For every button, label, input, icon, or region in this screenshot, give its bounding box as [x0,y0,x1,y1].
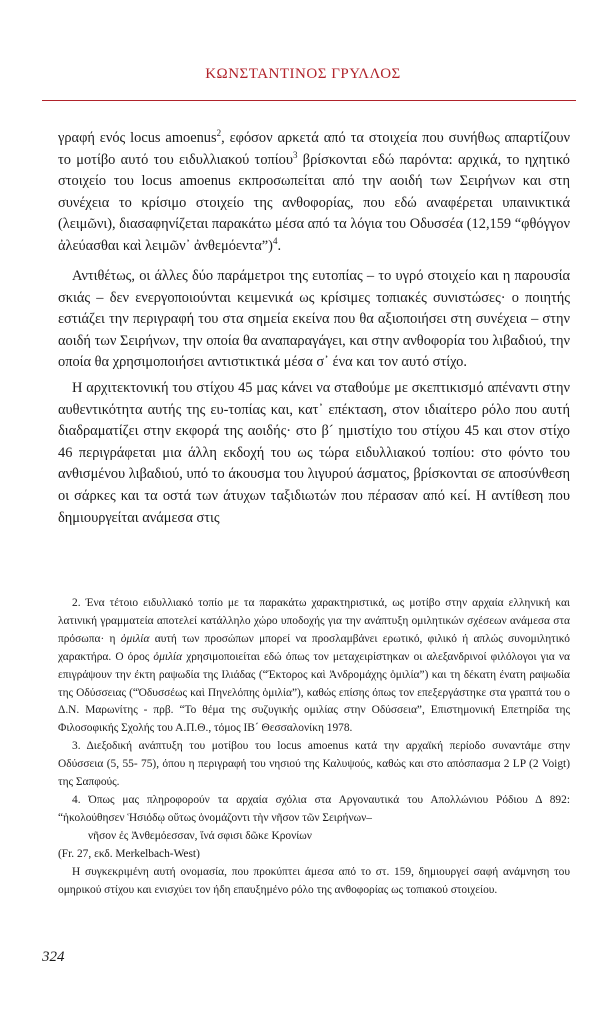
footnote-ref-3: 3 [293,149,298,160]
footnote-4: 4. Όπως μας πληροφορούν τα αρχαία σχόλια στα Αργοναυτικά του Απολλώνιου Ρόδιου Δ 892: “ἠκολούθησεν Ἡσιόδῳ οὕτως ὀνομάζοντι τὴν νῆσον τῶν Σειρήνων– [58,793,570,824]
body-paragraph-3 [58,378,570,529]
para1-text-b: , εφόσον αρκετά από τα στοιχεία που συνήθως απαρτίζουν το μοτίβο αυτό του ειδυλλιακού τοπίου [58,130,570,168]
footnote-4-conclusion: Η συγκεκριμένη αυτή ονομασία, που προκύπτει άμεσα από το στ. 159, δημιουργεί σαφή ανάμνηση του ομηρικού στίχου και ενισχύει τον ήδη επαυξημένο ρόλο της ανθοφορίας ως τοπιακού στοιχείου. [58,865,570,896]
footnote-2 [58,595,570,738]
para3-text: Η αρχιτεκτονική του στίχου 45 μας κάνει να σταθούμε με σκεπτικισμό απέναντι στην αυθεντικότητα αυτής της ευ-τοπίας και, κατ᾽ επέκταση, στον ιδιαίτερο ρόλο που αυτή διαδραματίζει στην εκφορά της αοιδής· στο β´ ημιστίχιο του στίχου 45 και στον στίχο 46 περιγράφεται μια άλλη εκδοχή του ως τώρα ειδυλλιακού τοπίου: στο φόντο του ανθισμένου λιβαδιού, υπό το άκουσμα του λιγυρού άσματος, βρίσκονται σε αποσύνθεση οι σάρκες και τα οστά των άτυχων ταξιδιωτών που πέρασαν από κεί. Η αντίθεση που δημιουργείται ανάμεσα στις [58,380,570,526]
fn2-term-2: ὁμιλία [153,650,183,663]
footnote-4-verse: νῆσον ἐς Ἀνθεμόεσσαν, ἵνά σφισι δῶκε Κρονίων [88,829,312,842]
running-header: ΚΩΝΣΤΑΝΤΙΝΟΣ ΓΡΥΛΛΟΣ [205,66,401,82]
fn2-text-c: χρησιμοποιείται εδώ όπως τον μεταχειρίστηκαν οι αλεξανδρινοί φιλόλογοι για να επιγράψουν την έκτη ραψωδία της Ιλιάδας (“Έκτορος καὶ Ἀνδρομάχης ὁμιλία”) και τη δέκατη ένατη ραψωδία της Οδύσσειας (“Ὀδυσσέως καὶ Πηνελόπης ὁμιλία”), καθώς επίσης όπως τον επεξεργάστηκε στα γραπτά του ο Δ.Ν. Μαρωνίτης - πρβ. “Το θέμα της συζυγικής ομιλίας στην Οδύσσεια”, Επιστημονική Επετηρίδα της Φιλοσοφικής Σχολής του Α.Π.Θ., τόμος ΙΒ´ Θεσσαλονίκη 1978. [58,650,570,735]
para1-text-c: βρίσκονται εδώ παρόντα: αρχικά, το ηχητικό στοιχείο του locus amoenus εκπροσωπείται από την αοιδή των Σειρήνων και στη συνέχεια το κρίσιμο στοιχείο της ανθοφορίας, που εδώ αναφέρεται υπαινικτικά (λειμῶνι), διασαφηνίζεται παρακάτω μέσα από τα λόγια του Οδυσσέα (12,159 “φθόγγον ἀλεύασθαι καὶ λειμῶν᾽ ἀνθεμόεντα”) [58,151,570,254]
body-paragraph-1 [58,128,570,258]
para1-text-a: γραφή ενός locus amoenus [58,130,217,146]
fn2-term-1: ὁμιλία [120,632,150,645]
header-rule [42,100,576,101]
page-number: 324 [42,949,65,965]
footnote-4-source: (Fr. 27, εκδ. Merkelbach-West) [58,847,200,860]
footnotes [58,595,570,899]
footnote-ref-4: 4 [272,236,278,247]
fn2-text-b: αυτή των προσώπων μπορεί να προσλαμβάνει ερωτικό, φιλικό ή απλώς συνομιλητικό χαρακτήρα. Ο όρος [58,632,570,663]
body-paragraph-2 [58,266,570,374]
para1-text-d: . [277,237,282,254]
footnote-3: 3. Διεξοδική ανάπτυξη του μοτίβου του locus amoenus κατά την αρχαϊκή περίοδο συναντάμε στην Οδύσσεια (5, 55- 75), όπου η περιγραφή του νησιού της Καλυψούς, καθώς και στο απόσπασμα 2 LP (2 Voigt) της Σαπφούς. [58,740,570,789]
para2-text: Αντιθέτως, οι άλλες δύο παράμετροι της ευτοπίας – το υγρό στοιχείο και η παρουσία σκιάς – δεν ενεργοποιούνται κειμενικά ως κρίσιμες τοπιακές συνιστώσες· ο ποιητής εστιάζει την περιγραφή του στα σημεία εκείνα που θα αξιοποιήσει στη συνέχεια – στην αοιδή των Σειρήνων, την οποία θα αναπαραγάγει, και στην ανθοφορία του λιβαδιού, την οποία θα χρησιμοποιήσει αντιστικτικά μέσα σ᾽ ένα και τον αυτό στίχο. [58,268,570,371]
fn2-text-a: 2. Ένα τέτοιο ειδυλλιακό τοπίο με τα παρακάτω χαρακτηριστικά, ως μοτίβο στην αρχαία ελληνική και λατινική γραμματεία αποτελεί κατάλληλο χώρο υποδοχής για την ανάπτυξη ομιλητικών σχέσεων ανάμεσα στα πρόσωπα· η [58,597,570,645]
footnote-ref-2: 2 [216,128,222,139]
